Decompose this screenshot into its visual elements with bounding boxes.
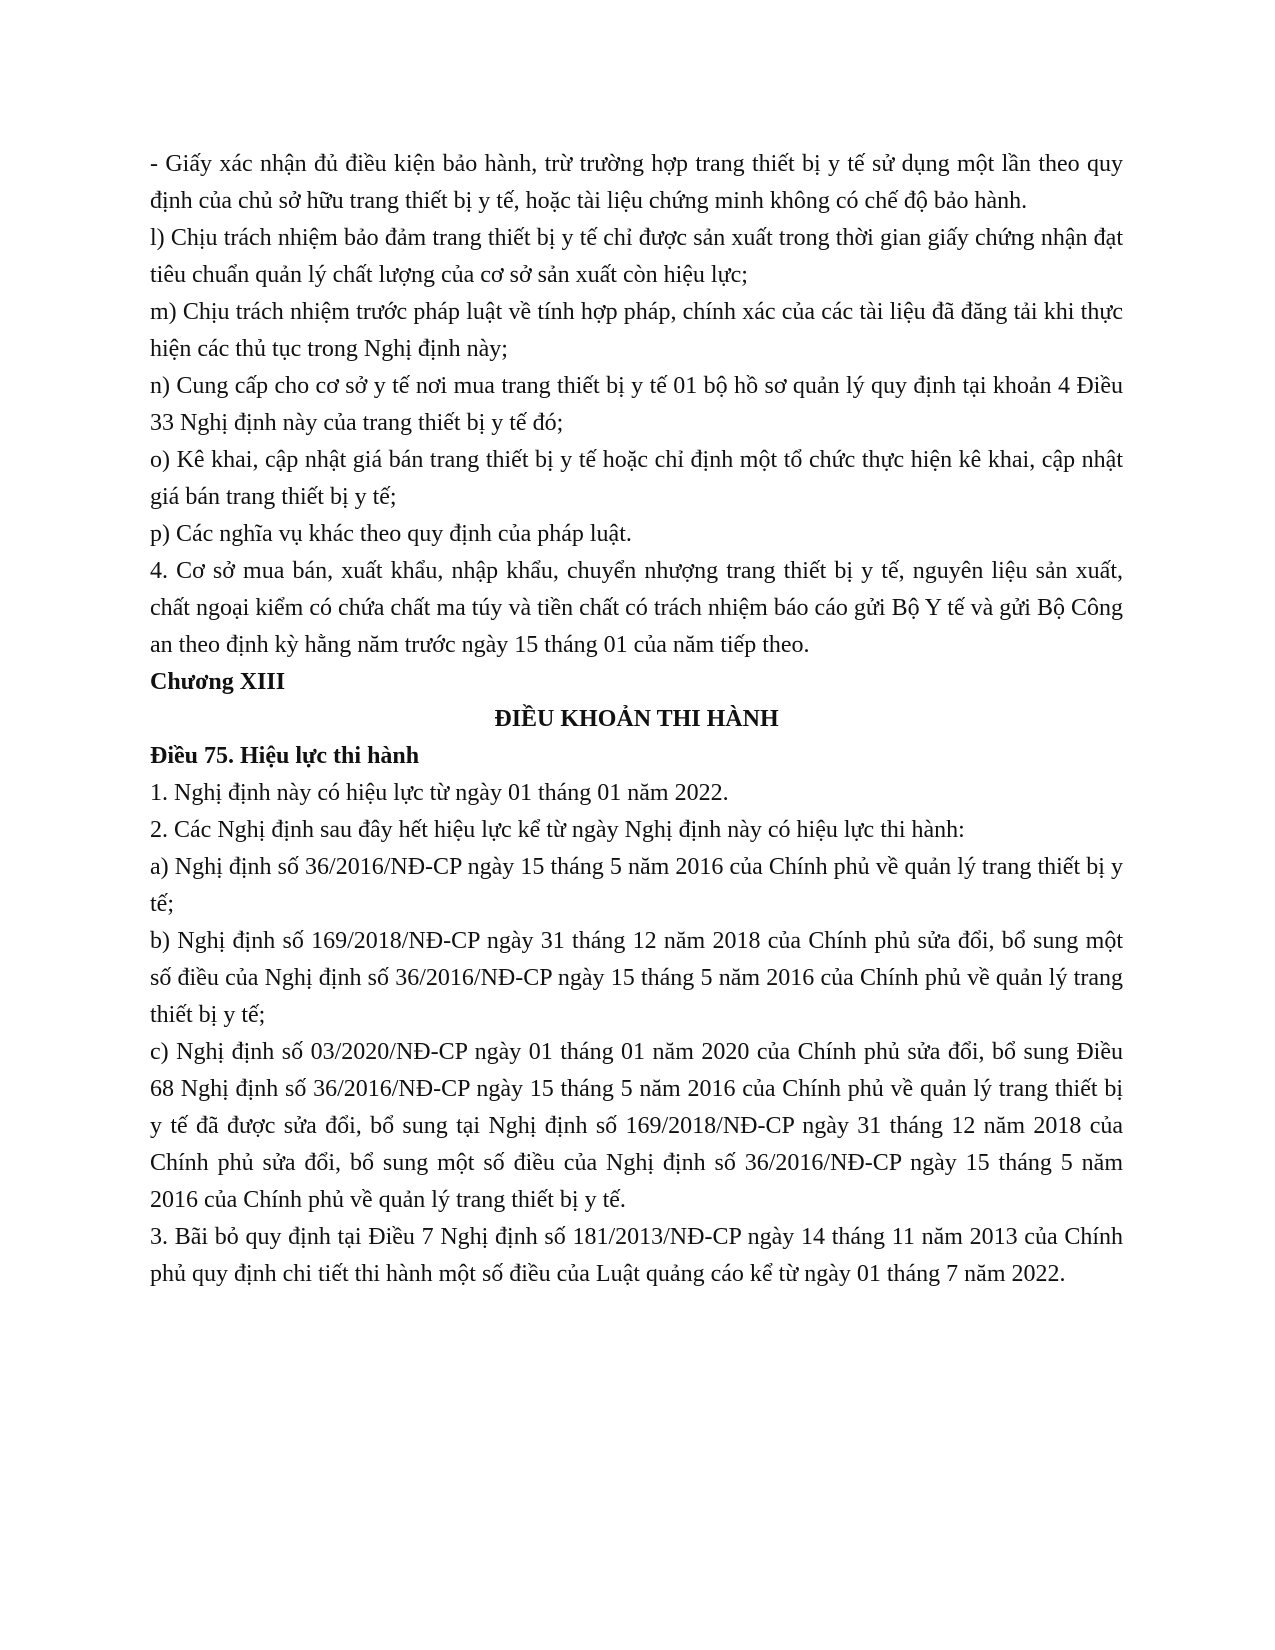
paragraph-item-p: p) Các nghĩa vụ khác theo quy định của pháp luật. xyxy=(150,521,632,547)
paragraph-item-o: o) Kê khai, cập nhật giá bán trang thiết bị y tế hoặc chỉ định một tổ chức thực hiện kê khai, cập nhật giá bán trang thiết bị y tế; xyxy=(150,447,1123,510)
paragraph-item-m: m) Chịu trách nhiệm trước pháp luật về tính hợp pháp, chính xác của các tài liệu đã đăng tải khi thực hiện các thủ tục trong Nghị định này; xyxy=(150,299,1123,362)
document-page xyxy=(150,146,1123,1293)
paragraph-decree-b: b) Nghị định số 169/2018/NĐ-CP ngày 31 tháng 12 năm 2018 của Chính phủ sửa đổi, bổ sung một số điều của Nghị định số 36/2016/NĐ-CP ngày 15 tháng 5 năm 2016 của Chính phủ về quản lý trang thiết bị y tế; xyxy=(150,928,1123,1028)
paragraph-item-n: n) Cung cấp cho cơ sở y tế nơi mua trang thiết bị y tế 01 bộ hồ sơ quản lý quy định tại khoản 4 Điều 33 Nghị định này của trang thiết bị y tế đó; xyxy=(150,373,1123,436)
paragraph-clause-4: 4. Cơ sở mua bán, xuất khẩu, nhập khẩu, chuyển nhượng trang thiết bị y tế, nguyên liệu sản xuất, chất ngoại kiểm có chứa chất ma túy và tiền chất có trách nhiệm báo cáo gửi Bộ Y tế và gửi Bộ Công an theo định kỳ hằng năm trước ngày 15 tháng 01 của năm tiếp theo. xyxy=(150,558,1123,658)
chapter-title: ĐIỀU KHOẢN THI HÀNH xyxy=(494,706,779,732)
article-heading: Điều 75. Hiệu lực thi hành xyxy=(150,743,420,769)
paragraph-warranty-certificate: - Giấy xác nhận đủ điều kiện bảo hành, trừ trường hợp trang thiết bị y tế sử dụng một lần theo quy định của chủ sở hữu trang thiết bị y tế, hoặc tài liệu chứng minh không có chế độ bảo hành. xyxy=(150,151,1123,214)
paragraph-decree-c: c) Nghị định số 03/2020/NĐ-CP ngày 01 tháng 01 năm 2020 của Chính phủ sửa đổi, bổ sung Điều 68 Nghị định số 36/2016/NĐ-CP ngày 15 tháng 5 năm 2016 của Chính phủ về quản lý trang thiết bị y tế đã được sửa đổi, bổ sung tại Nghị định số 169/2018/NĐ-CP ngày 31 tháng 12 năm 2018 của Chính phủ sửa đổi, bổ sung một số điều của Nghị định số 36/2016/NĐ-CP ngày 15 tháng 5 năm 2016 của Chính phủ về quản lý trang thiết bị y tế. xyxy=(150,1039,1123,1213)
paragraph-decree-a: a) Nghị định số 36/2016/NĐ-CP ngày 15 tháng 5 năm 2016 của Chính phủ về quản lý trang thiết bị y tế; xyxy=(150,854,1123,917)
paragraph-repeal: 3. Bãi bỏ quy định tại Điều 7 Nghị định số 181/2013/NĐ-CP ngày 14 tháng 11 năm 2013 của Chính phủ quy định chi tiết thi hành một số điều của Luật quảng cáo kể từ ngày 01 tháng 7 năm 2022. xyxy=(150,1224,1123,1287)
paragraph-item-l: l) Chịu trách nhiệm bảo đảm trang thiết bị y tế chỉ được sản xuất trong thời gian giấy chứng nhận đạt tiêu chuẩn quản lý chất lượng của cơ sở sản xuất còn hiệu lực; xyxy=(150,225,1123,288)
chapter-heading: Chương XIII xyxy=(150,669,286,695)
paragraph-expired-decrees: 2. Các Nghị định sau đây hết hiệu lực kể từ ngày Nghị định này có hiệu lực thi hành: xyxy=(150,817,965,843)
paragraph-effective-date: 1. Nghị định này có hiệu lực từ ngày 01 tháng 01 năm 2022. xyxy=(150,780,729,806)
